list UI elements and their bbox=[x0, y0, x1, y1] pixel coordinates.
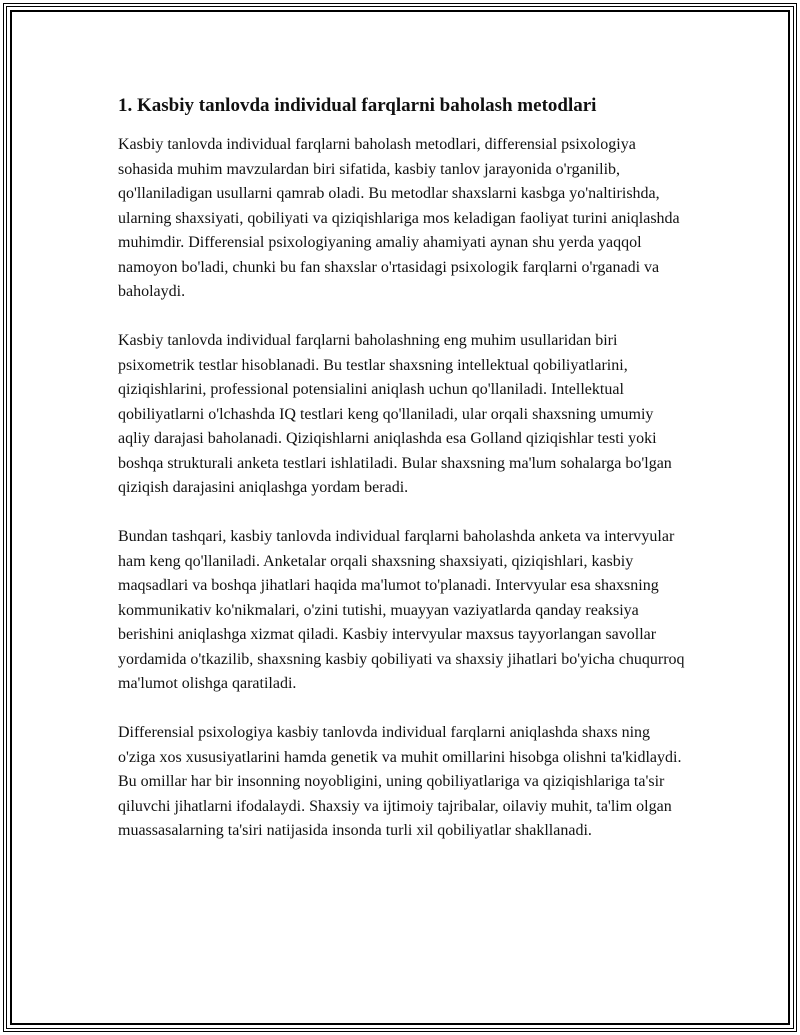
paragraph-4: Differensial psixologiya kasbiy tanlovda individual farqlarni aniqlashda shaxs ning o'ziga xos xususiyatlarini hamda genetik va muhit omillarini hisobga olishni ta'kidlaydi. Bu omillar har bir insonning noyobligini, uning qobiliyatlariga va qiziqishlariga ta'sir qiluvchi jihatlarni ifodalaydi. Shaxsiy va ijtimoiy tajribalar, oilaviy muhit, ta'lim olgan muassasalarning ta'siri natijasida insonda turli xil qobiliyatlar shakllanadi. bbox=[118, 724, 682, 839]
paragraph-1: Kasbiy tanlovda individual farqlarni baholash metodlari, differensial psixologiya sohasida muhim mavzulardan biri sifatida, kasbiy tanlov jarayonida o'rganilib, qo'llaniladigan usullarni qamrab oladi. Bu metodlar shaxslarni kasbga yo'naltirishda, ularning shaxsiyati, qobiliyati va qiziqishlariga mos keladigan faoliyat turini aniqlashda muhimdir. Differensial psixologiyaning amaliy ahamiyati aynan shu yerda yaqqol namoyon bo'ladi, chunki bu fan shaxslar o'rtasidagi psixologik farqlarni o'rganadi va baholaydi. bbox=[118, 136, 680, 300]
paragraph-2: Kasbiy tanlovda individual farqlarni baholashning eng muhim usullaridan biri psixometrik testlar hisoblanadi. Bu testlar shaxsning intellektual qobiliyatlarini, qiziqishlarini, professional potensialini aniqlash uchun qo'llaniladi. Intellektual qobiliyatlarni o'lchashda IQ testlari keng qo'llaniladi, ular orqali shaxsning umumiy aqliy darajasi baholanadi. Qiziqishlarni aniqlashda esa Golland qiziqishlar testi yoki boshqa strukturali anketa testlari ishlatiladi. Bular shaxsning ma'lum sohalarga bo'lgan qiziqish darajasini aniqlashga yordam beradi. bbox=[118, 332, 672, 496]
paragraph-3: Bundan tashqari, kasbiy tanlovda individual farqlarni baholashda anketa va intervyular ham keng qo'llaniladi. Anketalar orqali shaxsning shaxsiyati, qiziqishlari, kasbiy maqsadlari va boshqa jihatlari haqida ma'lumot to'planadi. Intervyular esa shaxsning kommunikativ ko'nikmalari, o'zini tutishi, muayyan vaziyatlarda qanday reaksiya berishini aniqlashga xizmat qiladi. Kasbiy intervyular maxsus tayyorlangan savollar yordamida o'tkazilib, shaxsning kasbiy qobiliyati va shaxsiy jihatlari bo'yicha chuqurroq ma'lumot olishga qaratiladi. bbox=[118, 528, 685, 692]
section-heading: 1. Kasbiy tanlovda individual farqlarni baholash metodlari bbox=[118, 95, 597, 116]
document-body bbox=[118, 93, 688, 868]
